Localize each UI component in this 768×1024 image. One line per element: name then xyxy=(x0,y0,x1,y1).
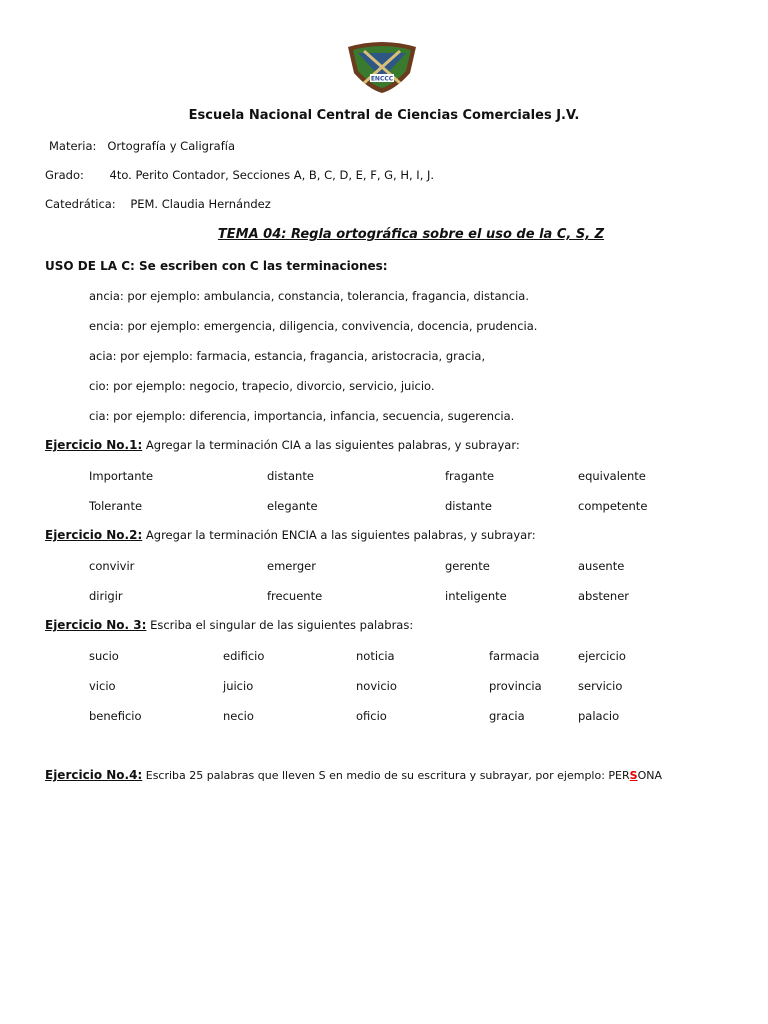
logo-text: ENCCC xyxy=(370,75,394,83)
catedratica-label: Catedrática: xyxy=(45,197,116,211)
ejercicio-1-label: Ejercicio No.1: xyxy=(45,438,143,452)
word: distante xyxy=(267,469,314,483)
word: fragante xyxy=(445,469,495,483)
example-post: ONA xyxy=(637,769,663,782)
ejercicio-1-text: Agregar la terminación CIA a las siguientes palabras, y subrayar: xyxy=(145,438,520,452)
school-name: Escuela Nacional Central de Ciencias Comerciales J.V. xyxy=(188,108,580,123)
word: Tolerante xyxy=(89,499,143,513)
word: convivir xyxy=(89,559,135,573)
ejercicio-2-text: Agregar la terminación ENCIA a las siguientes palabras, y subrayar: xyxy=(145,528,536,542)
word: dirigir xyxy=(89,589,123,603)
word: equivalente xyxy=(578,469,646,483)
example-word xyxy=(608,769,662,782)
word: frecuente xyxy=(267,589,323,603)
word: provincia xyxy=(489,679,542,693)
grado-line xyxy=(45,168,434,182)
ejercicio-4-label: Ejercicio No.4: xyxy=(45,768,143,782)
word: sucio xyxy=(89,649,119,663)
word: emerger xyxy=(267,559,316,573)
word: novicio xyxy=(356,679,397,693)
word: vicio xyxy=(89,679,116,693)
example-highlight-s: S xyxy=(629,769,638,782)
rule-encia: encia: por ejemplo: emergencia, diligencia, convivencia, docencia, prudencia. xyxy=(89,319,538,333)
rule-acia: acia: por ejemplo: farmacia, estancia, fragancia, aristocracia, gracia, xyxy=(89,349,486,363)
word: farmacia xyxy=(489,649,540,663)
catedratica-line xyxy=(45,197,271,211)
word: edificio xyxy=(223,649,265,663)
word: inteligente xyxy=(445,589,507,603)
word: beneficio xyxy=(89,709,142,723)
word: servicio xyxy=(578,679,623,693)
ejercicio-4-text: Escriba 25 palabras que lleven S en medio de su escritura y subrayar, por ejemplo: xyxy=(145,769,605,782)
grado-label: Grado: xyxy=(45,168,84,182)
word: oficio xyxy=(356,709,387,723)
word: juicio xyxy=(223,679,254,693)
word: distante xyxy=(445,499,492,513)
word: ejercicio xyxy=(578,649,626,663)
word: gerente xyxy=(445,559,490,573)
word: noticia xyxy=(356,649,395,663)
word: ausente xyxy=(578,559,625,573)
word: gracia xyxy=(489,709,525,723)
word: necio xyxy=(223,709,254,723)
ejercicio-2-instruction xyxy=(45,528,536,542)
rule-cia: cia: por ejemplo: diferencia, importancia, infancia, secuencia, sugerencia. xyxy=(89,409,515,423)
materia-value: Ortografía y Caligrafía xyxy=(107,139,236,153)
school-crest-logo xyxy=(344,39,420,93)
word: Importante xyxy=(89,469,154,483)
uso-c-heading: USO DE LA C: Se escriben con C las terminaciones: xyxy=(45,259,388,273)
word: abstener xyxy=(578,589,630,603)
word: competente xyxy=(578,499,648,513)
rule-ancia: ancia: por ejemplo: ambulancia, constancia, tolerancia, fragancia, distancia. xyxy=(89,289,530,303)
materia-line xyxy=(49,139,235,153)
example-pre: PER xyxy=(608,769,630,782)
tema-title: TEMA 04: Regla ortográfica sobre el uso de la C, S, Z xyxy=(217,227,605,242)
grado-value: 4to. Perito Contador, Secciones A, B, C, D, E, F, G, H, I, J. xyxy=(109,168,435,182)
ejercicio-3-instruction xyxy=(45,618,413,632)
materia-label: Materia: xyxy=(49,139,97,153)
catedratica-value: PEM. Claudia Hernández xyxy=(130,197,271,211)
word: palacio xyxy=(578,709,620,723)
ejercicio-3-text: Escriba el singular de las siguientes palabras: xyxy=(150,618,414,632)
ejercicio-2-label: Ejercicio No.2: xyxy=(45,528,143,542)
ejercicio-3-label: Ejercicio No. 3: xyxy=(45,618,147,632)
ejercicio-4-instruction xyxy=(45,768,662,782)
ejercicio-1-instruction xyxy=(45,438,520,452)
word: elegante xyxy=(267,499,318,513)
rule-cio: cio: por ejemplo: negocio, trapecio, divorcio, servicio, juicio. xyxy=(89,379,435,393)
